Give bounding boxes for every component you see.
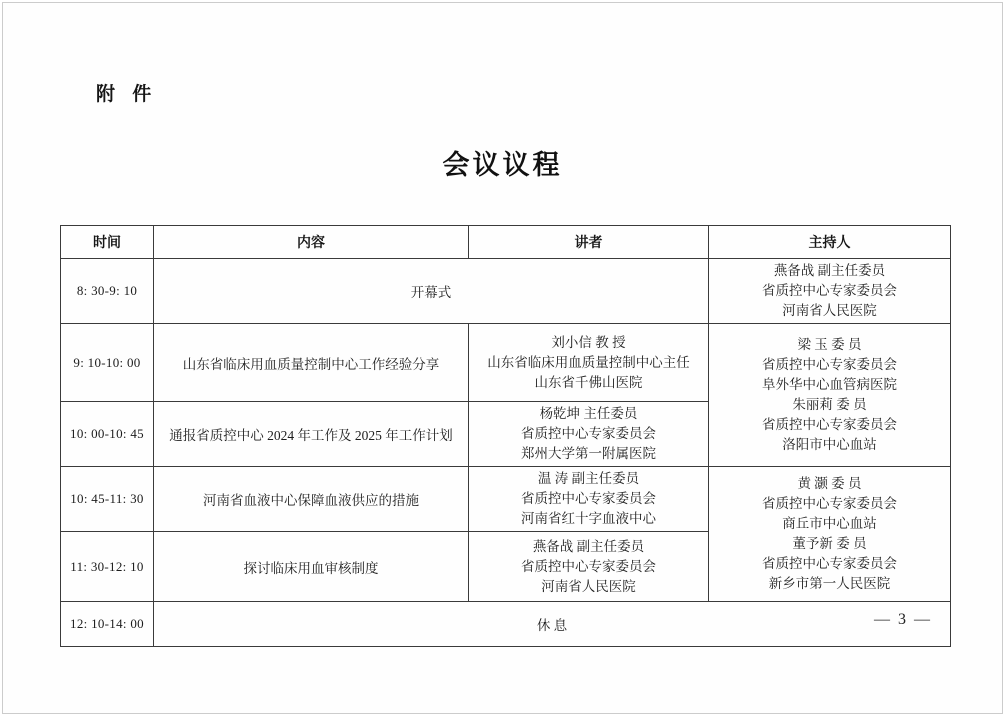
- content-cell: 开幕式: [154, 259, 709, 324]
- host-line: 省质控中心专家委员会: [762, 556, 897, 571]
- time-cell: 12: 10-14: 00: [61, 602, 154, 647]
- speaker-cell: [469, 532, 709, 602]
- header-speaker: 讲者: [469, 226, 709, 259]
- table-header-row: [61, 226, 951, 259]
- time-cell: 8: 30-9: 10: [61, 259, 154, 324]
- attachment-label: 附 件: [96, 84, 158, 105]
- header-time: 时间: [61, 226, 154, 259]
- speaker-line: 郑州大学第一附属医院: [521, 446, 656, 461]
- speaker-cell: [469, 324, 709, 402]
- table-row: [61, 602, 951, 647]
- speaker-line: 山东省临床用血质量控制中心主任: [487, 354, 690, 370]
- header-host: 主持人: [709, 226, 951, 259]
- host-cell-merged: [709, 324, 951, 467]
- speaker-line: 温 涛 副主任委员: [537, 471, 640, 486]
- speaker-line: 杨乾坤 主任委员: [539, 406, 638, 421]
- speaker-line: 刘小信 教 授: [551, 334, 626, 350]
- scanned-page: [2, 2, 1003, 714]
- time-cell: 9: 10-10: 00: [61, 324, 154, 402]
- host-line: 洛阳市中心血站: [782, 437, 877, 452]
- host-cell: [709, 259, 951, 324]
- host-cell-merged: [709, 467, 951, 602]
- content-cell: 通报省质控中心 2024 年工作及 2025 年工作计划: [154, 402, 469, 467]
- host-line: 朱丽莉 委 员: [792, 397, 867, 412]
- speaker-cell: [469, 467, 709, 532]
- host-line: 董予新 委 员: [792, 536, 867, 551]
- host-line: 河南省人民医院: [782, 303, 877, 318]
- host-line: 梁 玉 委 员: [797, 337, 862, 352]
- table-row: [61, 324, 951, 402]
- speaker-line: 山东省千佛山医院: [534, 374, 643, 390]
- agenda-table: [60, 225, 951, 647]
- host-line: 省质控中心专家委员会: [762, 283, 897, 298]
- host-line: 黄 灏 委 员: [797, 476, 862, 491]
- speaker-line: 河南省红十字血液中心: [521, 511, 656, 526]
- speaker-cell: [469, 402, 709, 467]
- host-line: 阜外华中心血管病医院: [762, 377, 897, 392]
- speaker-line: 河南省人民医院: [541, 578, 636, 594]
- host-line: 商丘市中心血站: [782, 516, 877, 531]
- content-cell: 探讨临床用血审核制度: [154, 532, 469, 602]
- host-line: 燕备战 副主任委员: [773, 263, 886, 278]
- table-row: [61, 467, 951, 532]
- host-line: 新乡市第一人民医院: [768, 576, 891, 591]
- page-title: 会议议程: [442, 150, 563, 180]
- speaker-line: 省质控中心专家委员会: [521, 426, 656, 441]
- speaker-line: 省质控中心专家委员会: [521, 491, 656, 506]
- header-content: 内容: [154, 226, 469, 259]
- time-cell: 11: 30-12: 10: [61, 532, 154, 602]
- table-row: [61, 259, 951, 324]
- time-cell: 10: 00-10: 45: [61, 402, 154, 467]
- page-number: — 3 —: [874, 611, 932, 628]
- host-line: 省质控中心专家委员会: [762, 357, 897, 372]
- host-line: 省质控中心专家委员会: [762, 496, 897, 511]
- speaker-line: 省质控中心专家委员会: [521, 558, 656, 574]
- host-line: 省质控中心专家委员会: [762, 417, 897, 432]
- content-cell: 休 息: [154, 602, 951, 647]
- time-cell: 10: 45-11: 30: [61, 467, 154, 532]
- content-cell: 山东省临床用血质量控制中心工作经验分享: [154, 324, 469, 402]
- content-cell: 河南省血液中心保障血液供应的措施: [154, 467, 469, 532]
- speaker-line: 燕备战 副主任委员: [532, 538, 645, 554]
